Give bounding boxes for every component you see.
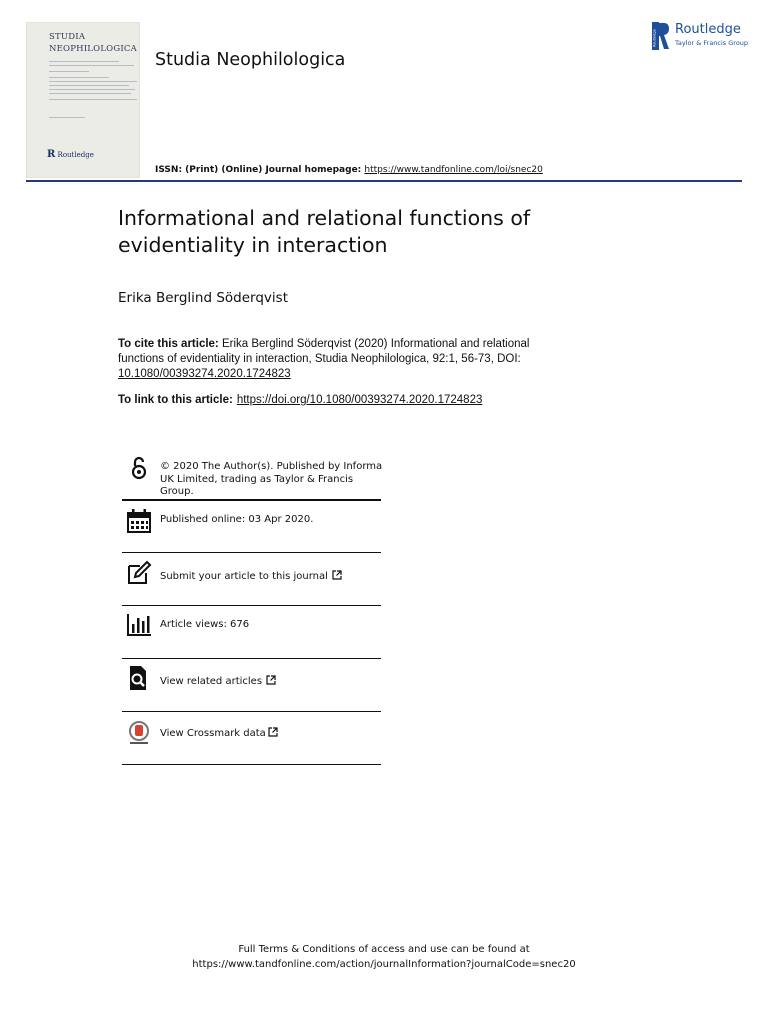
article-author: Erika Berglind Söderqvist — [118, 290, 288, 306]
crossmark-icon — [126, 720, 152, 746]
svg-text:Routledge: Routledge — [652, 29, 657, 47]
journal-homepage-link[interactable]: https://www.tandfonline.com/loi/snec20 — [364, 165, 543, 175]
crossmark-link[interactable]: View Crossmark data — [160, 728, 266, 739]
routledge-r-icon — [652, 22, 670, 50]
edit-icon — [126, 560, 152, 586]
citation-block: To cite this article: Erika Berglind Söderqvist (2020) Informational and relational functions of evidentiality in interaction, Studia Neophilologica, 92:1, 56-73, DOI: 10.1080/00393274.2020.1724823 — [118, 338, 530, 380]
row-divider — [122, 658, 381, 659]
row-divider — [122, 764, 381, 765]
row-divider — [122, 605, 381, 606]
open-access-row — [122, 455, 381, 499]
article-title: Informational and relational functions of evidentiality in interaction — [118, 206, 531, 257]
cover-text-line — [49, 81, 137, 82]
header-divider — [26, 180, 742, 182]
row-divider — [122, 499, 381, 501]
published-date: Published online: 03 Apr 2020. — [160, 514, 314, 525]
publisher-name: Routledge — [675, 22, 741, 37]
cover-text-line — [49, 85, 129, 86]
related-articles-link[interactable]: View related articles — [160, 676, 263, 687]
license-text: © 2020 The Author(s). Published by Informa UK Limited, trading as Taylor & Francis Group. — [160, 461, 383, 497]
terms-footer — [0, 942, 768, 972]
cover-text-line — [49, 89, 135, 90]
cover-publisher-logo: R Routledge — [47, 149, 94, 160]
external-link-icon — [268, 727, 278, 737]
cover-text-line — [49, 65, 134, 66]
citation-doi-link[interactable]: 10.1080/00393274.2020.1724823 — [118, 368, 291, 380]
article-views-row — [122, 612, 381, 652]
related-articles-row[interactable] — [122, 665, 381, 705]
external-link-icon — [266, 675, 276, 685]
cover-text-line — [49, 93, 131, 94]
cover-text-line — [49, 99, 137, 100]
document-search-icon — [126, 665, 152, 691]
cover-text-line — [49, 77, 109, 78]
routledge-logo[interactable] — [652, 22, 748, 50]
published-row — [122, 506, 381, 546]
publisher-subtitle: Taylor & Francis Group — [675, 39, 749, 47]
cover-text-line — [49, 61, 119, 62]
submit-article-row[interactable] — [122, 560, 381, 600]
calendar-icon — [126, 508, 152, 534]
journal-name: Studia Neophilologica — [155, 50, 346, 70]
article-link-block: To link to this article: https://doi.org/10.1080/00393274.2020.1724823 — [118, 394, 483, 406]
article-views: Article views: 676 — [160, 619, 250, 630]
row-divider — [122, 552, 381, 553]
article-doi-link[interactable]: https://doi.org/10.1080/00393274.2020.1724823 — [236, 394, 483, 406]
submit-article-link[interactable]: Submit your article to this journal — [160, 571, 328, 582]
external-link-icon — [332, 570, 342, 580]
open-access-icon — [126, 455, 152, 481]
journal-cover-thumbnail — [26, 22, 140, 178]
cover-title: STUDIA NEOPHILOLOGICA — [49, 32, 137, 54]
crossmark-row[interactable] — [122, 718, 381, 758]
cover-text-line — [49, 71, 89, 72]
footer-terms-link[interactable]: https://www.tandfonline.com/action/journalInformation?journalCode=snec20 — [192, 959, 576, 970]
row-divider — [122, 711, 381, 712]
issn-line: ISSN: (Print) (Online) Journal homepage: https://www.tandfonline.com/loi/snec20 — [155, 165, 543, 175]
cover-text-line — [49, 117, 85, 118]
footer-line: Full Terms & Conditions of access and use can be found at — [238, 944, 530, 955]
bar-chart-icon — [126, 612, 152, 638]
